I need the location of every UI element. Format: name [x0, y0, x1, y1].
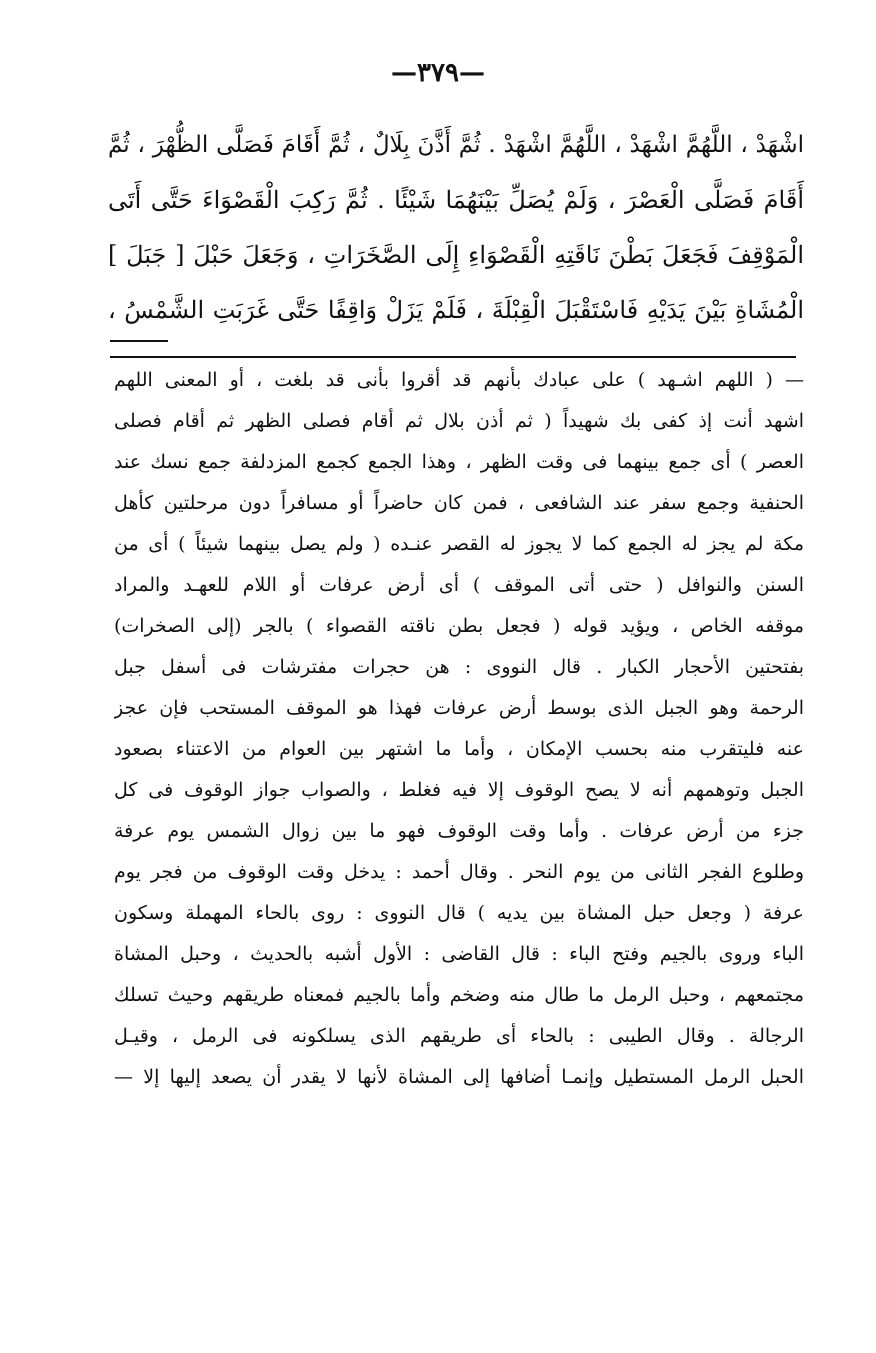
- commentary-line: عنه فليتقرب منه بحسب الإمكان ، وأما ما اشتهر بين العوام من الاعتناء بصعود: [114, 738, 804, 760]
- commentary-line: مكة لم يجز له الجمع كما لا يجوز له القصر عنـده ( ولم يصل بينهما شيئاً ) أى من: [114, 533, 804, 555]
- commentary-line: اشهد أنت إذ كفى بك شهيداً ( ثم أذن بلال ثم أقام فصلى الظهر ثم أقام فصلى: [114, 410, 804, 432]
- commentary-line: موقفه الخاص ، ويؤيد قوله ( فجعل بطن ناقته القصواء ) بالجر (إلى الصخرات): [114, 615, 804, 637]
- commentary-line: بفتحتين الأحجار الكبار . قال النووى : هن حجرات مفترشات فى أسفل جبل: [114, 656, 804, 678]
- commentary-line: الباء وروى بالجيم وفتح الباء : قال القاضى : الأول أشبه بالحديث ، وحبل المشاة: [114, 943, 804, 965]
- commentary-line: وطلوع الفجر الثانى من يوم النحر . وقال أحمد : يدخل وقت الوقوف من فجر يوم: [114, 861, 804, 883]
- commentary-line: الحبل الرمل المستطيل وإنمـا أضافها إلى المشاة لأنها لا يقدر أن يصعد إليها إلا —: [114, 1066, 804, 1088]
- commentary-line: السنن والنوافل ( حتى أتى الموقف ) أى أرض عرفات أو اللام للعهـد والمراد: [114, 574, 804, 596]
- main-text-line: الْمُشَاةِ بَيْنَ يَدَيْهِ فَاسْتَقْبَلَ الْقِبْلَةَ ، فَلَمْ يَزَلْ وَاقِفًا حَتَّى غَرَبَتِ الشَّمْسُ ،: [108, 296, 804, 324]
- commentary-footnotes: [114, 360, 804, 1098]
- main-text-line: الْمَوْقِفَ فَجَعَلَ بَطْنَ نَاقَتِهِ الْقَصْوَاءِ إِلَى الصَّخَرَاتِ ، وَجَعَلَ حَبْلَ [ جَبَلَ ]: [108, 241, 804, 269]
- commentary-line: الرجالة . وقال الطيبى : بالحاء أى طريقهم الذى يسلكونه فى الرمل ، وقيـل: [114, 1025, 804, 1047]
- commentary-line: مجتمعهم ، وحبل الرمل ما طال منه وضخم وأما بالجيم فمعناه طريقهم وحيث تسلك: [114, 984, 804, 1006]
- commentary-line: — ( اللهم اشـهد ) على عبادك بأنهم قد أقروا بأنى قد بلغت ، أو المعنى اللهم: [114, 369, 804, 391]
- long-divider-rule: [110, 356, 796, 358]
- commentary-line: العصر ) أى جمع بينهما فى وقت الظهر ، وهذا الجمع كجمع المزدلفة جمع نسك عند: [114, 451, 804, 473]
- main-text-line: أَقَامَ فَصَلَّى الْعَصْرَ ، وَلَمْ يُصَلِّ بَيْنَهُمَا شَيْئًا . ثُمَّ رَكِبَ الْقَصْوَاءَ حَتَّى أَتَى: [108, 186, 804, 214]
- commentary-line: الحنفية وجمع سفر عند الشافعى ، فمن كان حاضراً أو مسافراً دون مرحلتين كأهل: [114, 492, 804, 514]
- main-text-line: اشْهَدْ ، اللَّهُمَّ اشْهَدْ ، اللَّهُمَّ اشْهَدْ . ثُمَّ أَذَّنَ بِلَالٌ ، ثُمَّ أَقَامَ فَصَلَّى الظُّهْرَ ، ثُمَّ: [108, 132, 804, 158]
- short-divider-rule: [110, 340, 168, 342]
- hadith-main-text: [108, 118, 804, 338]
- commentary-line: الجبل وتوهمهم أنه لا يصح الوقوف إلا فيه فغلط ، والصواب جواز الوقوف فى كل: [114, 779, 804, 801]
- commentary-line: عرفة ( وجعل حبل المشاة بين يديه ) قال النووى : روى بالحاء المهملة وسكون: [114, 902, 804, 924]
- commentary-line: جزء من أرض عرفات . وأما وقت الوقوف فهو ما بين زوال الشمس يوم عرفة: [114, 820, 804, 842]
- page-number: —٣٧٩—: [391, 58, 485, 88]
- commentary-line: الرحمة وهو الجبل الذى بوسط أرض عرفات فهذا هو الموقف المستحب فإن عجز: [114, 697, 804, 719]
